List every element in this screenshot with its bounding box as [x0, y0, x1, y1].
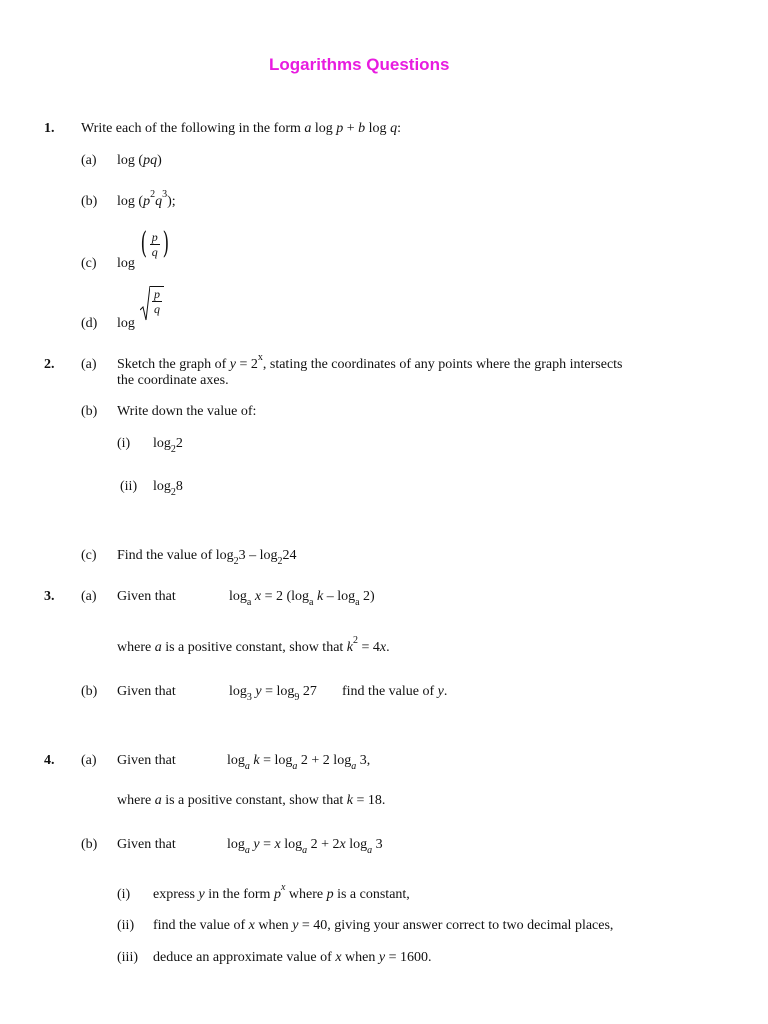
fraction: $\frac{p}{q}$: [151, 229, 158, 259]
expression: $\log (p^2q^3)$;: [117, 189, 176, 209]
radical-sign-icon: [140, 286, 150, 322]
given-label: Given that: [117, 753, 176, 768]
subpart-label: (ii): [120, 479, 138, 494]
question-text: Write down the value of:: [117, 404, 257, 419]
part-label: (b): [81, 404, 98, 419]
left-paren: (: [140, 226, 148, 261]
question-number: 2.: [44, 357, 55, 372]
part-label: (c): [81, 548, 97, 563]
part-label: (a): [81, 357, 97, 372]
equation: $\log_3 y = \log_9 27$: [229, 684, 317, 703]
question-number: 4.: [44, 753, 55, 768]
subpart-label: (ii): [117, 918, 135, 933]
part-label: (b): [81, 684, 98, 699]
expression-label: log: [117, 316, 135, 331]
question-text: Sketch the graph of $y = 2^x$, stating the coordinates of any points where the graph intersects: [117, 352, 623, 372]
question-text: find the value of y.: [342, 684, 448, 699]
part-label: (a): [81, 153, 97, 168]
equation: $\log_a y = x$ $\log_a 2 + 2x$ $\log_a 3$: [227, 837, 383, 856]
question-text: deduce an approximate value of x when y = 1600.: [153, 950, 432, 965]
fraction: $\frac{p}{q}$: [154, 287, 160, 316]
question-text: where a is a positive constant, show that k = 18.: [117, 793, 386, 808]
equation: $\log_a x = 2$ ($\log_a$ k – $\log_a 2$): [229, 589, 375, 608]
right-paren: ): [162, 226, 169, 261]
question-text: the coordinate axes.: [117, 373, 229, 388]
equation: $\log_a k = \log_a 2 + 2$ $\log_a 3$,: [227, 753, 371, 772]
question-stem: Write each of the following in the form a log p + b log q:: [81, 121, 401, 136]
expression: log (pq): [117, 153, 162, 168]
question-text: where a is a positive constant, show that $k^2 = 4x$.: [117, 635, 390, 655]
question-text: express y in the form $p^x$ where p is a constant,: [153, 882, 410, 902]
fraction-in-parentheses: [138, 226, 171, 261]
expression: $\log_22$: [153, 436, 183, 455]
question-number: 3.: [44, 589, 55, 604]
page-title: Logarithms Questions: [269, 55, 450, 74]
expression: $\log_28$: [153, 479, 183, 498]
subpart-label: (i): [117, 887, 131, 902]
given-label: Given that: [117, 589, 176, 604]
given-label: Given that: [117, 684, 176, 699]
part-label: (d): [81, 316, 98, 331]
expression-label: log: [117, 256, 135, 271]
question-number: 1.: [44, 121, 55, 136]
part-label: (b): [81, 194, 98, 209]
square-root: [140, 286, 164, 322]
given-label: Given that: [117, 837, 176, 852]
part-label: (a): [81, 753, 97, 768]
question-text: find the value of x when y = 40, giving your answer correct to two decimal places,: [153, 918, 614, 933]
part-label: (b): [81, 837, 98, 852]
question-text: Find the value of $\log_23 - \log_224$: [117, 548, 297, 567]
subpart-label: (iii): [117, 950, 138, 965]
subpart-label: (i): [117, 436, 131, 451]
part-label: (a): [81, 589, 97, 604]
part-label: (c): [81, 256, 97, 271]
